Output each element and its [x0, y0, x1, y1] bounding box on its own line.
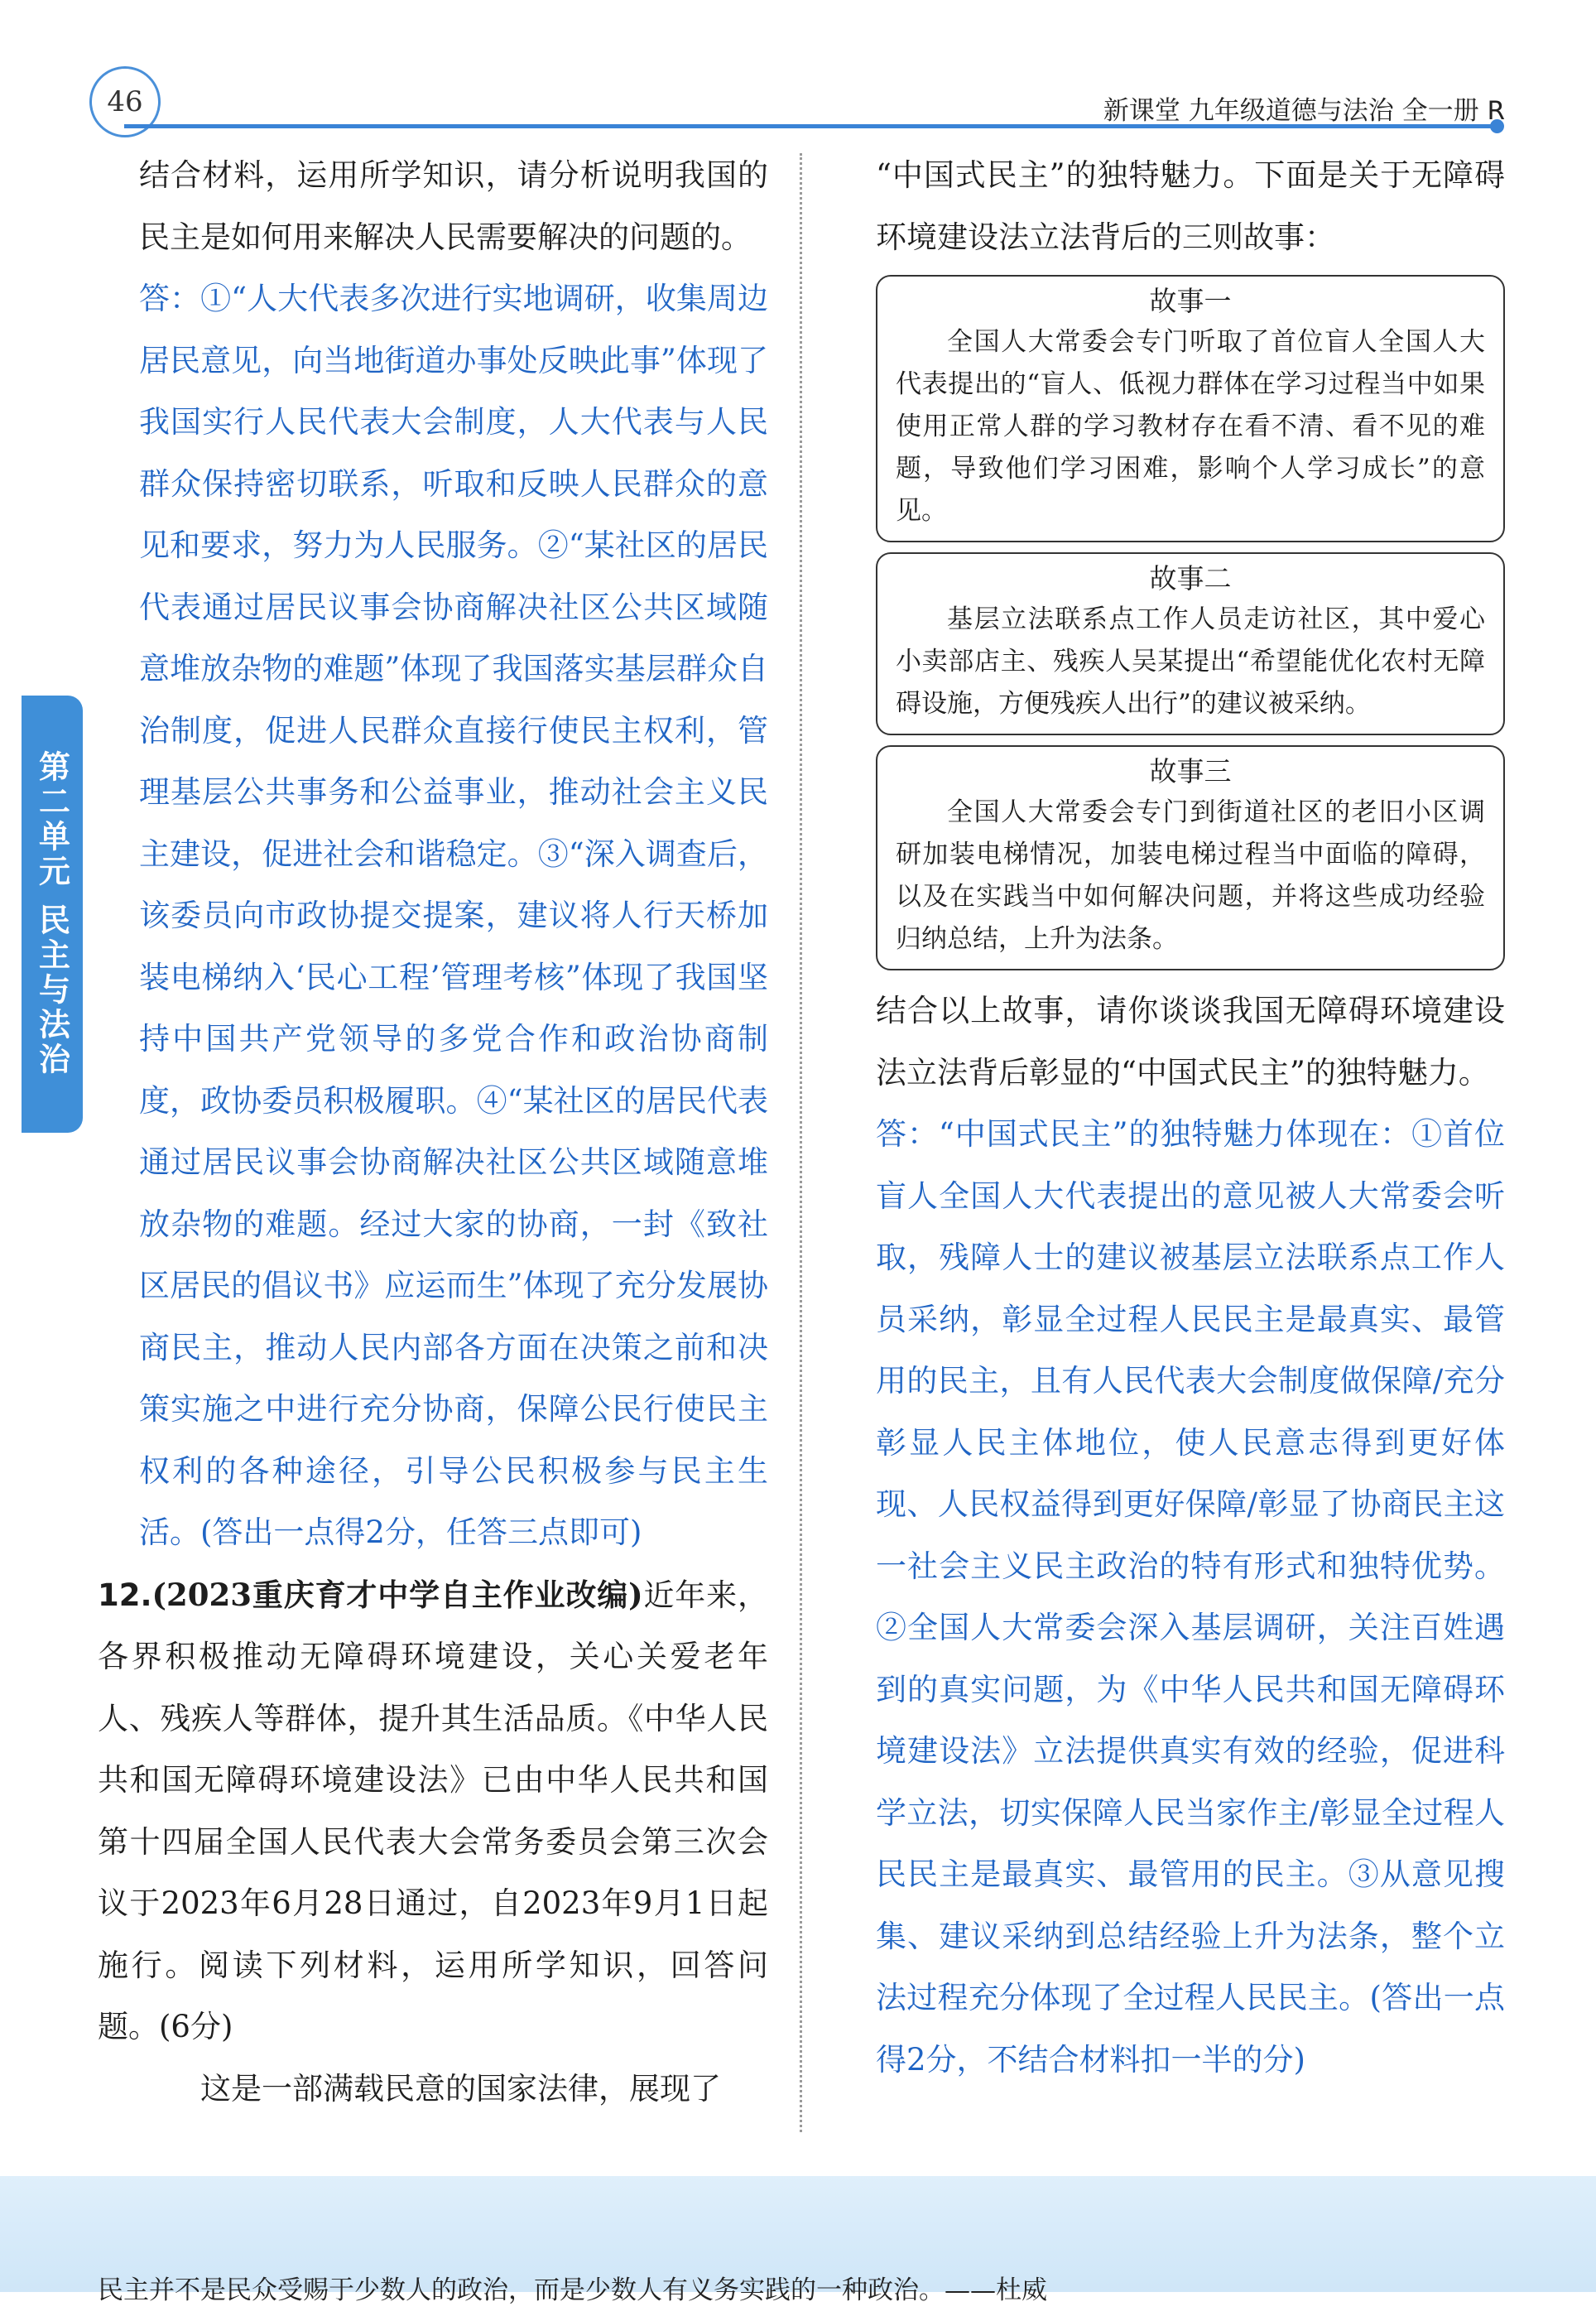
q12-number: 12.: [98, 1577, 152, 1613]
q12-question: 结合以上故事，请你谈谈我国无障碍环境建设法立法背后彰显的“中国式民主”的独特魅力。: [876, 993, 1505, 1091]
story-box-3: [876, 745, 1505, 970]
story-title: 故事二: [1149, 562, 1232, 595]
unit-side-tab-label: 第二单元 民主与法治: [33, 750, 70, 1078]
story-box-1: [876, 275, 1505, 542]
unit-side-tab: [22, 696, 83, 1133]
q11-question-tail: 结合材料，运用所学知识，请分析说明我国的民主是如何用来解决人民需要解决的问题的。: [139, 157, 768, 255]
q11-answer: 答：①“人大代表多次进行实地调研，收集周边居民意见，向当地街道办事处反映此事”体现了我国实行人民代表大会制度，人大代表与人民群众保持密切联系，听取和反映人民群众的意见和要求，努力为人民服务。②“某社区的居民代表通过居民议事会协商解决社区公共区域随意堆放杂物的难题”体现了我国落实基层群众自治制度，促进人民群众直接行使民主权利，管理基层公共事务和公益事业，推动社会主义民主建设，促进社会和谐稳定。③“深入调查后，该委员向市政协提交提案，建议将人行天桥加装电梯纳入‘民心工程’管理考核”体现了我国坚持中国共产党领导的多党合作和政治协商制度，政协委员积极履职。④“某社区的居民代表通过居民议事会协商解决社区公共区域随意堆放杂物的难题。经过大家的协商，一封《致社区居民的倡议书》应运而生”体现了充分发展协商民主，推动人民内部各方面在决策之前和决策实施之中进行充分协商，保障公民行使民主权利的各种途径，引导公民积极参与民主生活。(答出一点得2分，任答三点即可): [139, 281, 768, 1550]
column-divider: [800, 153, 802, 2132]
book-title: 新课堂 九年级道德与法治 全一册 R: [1103, 96, 1505, 126]
story-title: 故事一: [1149, 285, 1232, 317]
q12-stem-text: 近年来，各界积极推动无障碍环境建设，关心关爱老年人、残疾人等群体，提升其生活品质。《中华人民共和国无障碍环境建设法》已由中华人民共和国第十四届全国人民代表大会常务委员会第三次会议于2023年6月28日通过，自2023年9月1日起施行。阅读下列材料，运用所学知识，回答问题。(6分): [98, 1577, 768, 2044]
story-box-2: [876, 552, 1505, 735]
page-number-text: 46: [107, 85, 143, 118]
story-body: 全国人大常委会专门听取了首位盲人全国人大代表提出的“盲人、低视力群体在学习过程当中如果使用正常人群的学习教材存在看不清、看不见的难题，导致他们学习困难，影响个人学习成长”的意见。: [896, 327, 1485, 526]
q12-material-continued: “中国式民主”的独特魅力。下面是关于无障碍环境建设法立法背后的三则故事：: [876, 157, 1505, 255]
q12-source: (2023重庆育才中学自主作业改编): [151, 1576, 643, 1613]
story-title: 故事三: [1149, 755, 1232, 787]
q12-material-start: 这是一部满载民意的国家法律，展现了: [200, 2070, 721, 2107]
q12-stem: [98, 1564, 768, 2058]
story-body: 基层立法联系点工作人员走访社区，其中爱心小卖部店主、残疾人吴某提出“希望能优化农村无障碍设施，方便残疾人出行”的建议被采纳。: [896, 604, 1485, 719]
right-column: [876, 145, 1505, 2091]
footer-quote: 民主并不是民众受赐于少数人的政治，而是少数人有义务实践的一种政治。——杜威: [98, 2275, 1047, 2305]
left-column: [98, 145, 768, 2120]
q12-answer: 答：“中国式民主”的独特魅力体现在：①首位盲人全国人大代表提出的意见被人大常委会听取，残障人士的建议被基层立法联系点工作人员采纳，彰显全过程人民民主是最真实、最管用的民主，且有人民代表大会制度做保障/充分彰显人民主体地位，使人民意志得到更好体现、人民权益得到更好保障/彰显了协商民主这一社会主义民主政治的特有形式和独特优势。②全国人大常委会深入基层调研，关注百姓遇到的真实问题，为《中华人民共和国无障碍环境建设法》立法提供真实有效的经验，促进科学立法，切实保障人民当家作主/彰显全过程人民民主是最真实、最管用的民主。③从意见搜集、建议采纳到总结经验上升为法条，整个立法过程充分体现了全过程人民民主。(答出一点得2分，不结合材料扣一半的分): [876, 1116, 1505, 2078]
story-body: 全国人大常委会专门到街道社区的老旧小区调研加装电梯情况，加装电梯过程当中面临的障碍，以及在实践当中如何解决问题，并将这些成功经验归纳总结，上升为法条。: [896, 797, 1485, 954]
